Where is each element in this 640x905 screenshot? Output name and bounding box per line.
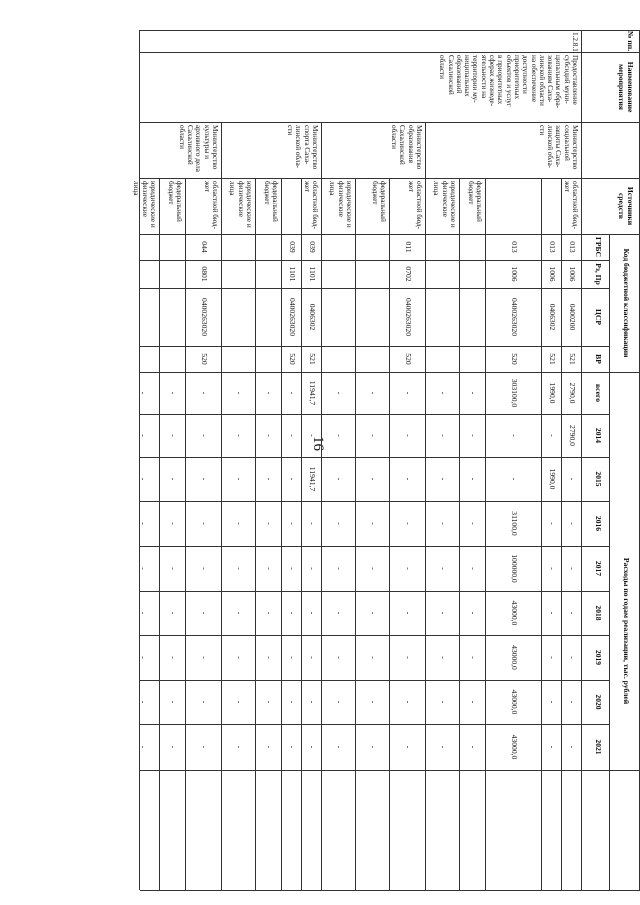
header-expenses-group: Расходы по годам реализации, тыс. рублей <box>622 557 631 705</box>
value-cell: - <box>404 391 413 395</box>
grid-line <box>581 30 582 890</box>
source-label: областной бюд- жет <box>562 181 579 229</box>
value-cell: - <box>200 611 209 615</box>
value-cell: 100000,0 <box>510 554 519 583</box>
grid-line <box>140 346 610 347</box>
value-cell: - <box>288 745 297 749</box>
value-cell: - <box>548 567 557 570</box>
header-year: 2018 <box>594 605 603 621</box>
source-label: областной бюд- жет <box>202 181 219 229</box>
value-cell: - <box>335 567 344 570</box>
header-year: 2019 <box>594 649 603 666</box>
value-cell: - <box>139 434 148 437</box>
source-label: областной бюд- жет <box>406 181 423 229</box>
value-cell: - <box>548 611 557 615</box>
value-cell: - <box>548 522 557 525</box>
grid-line <box>485 178 486 890</box>
source-label: федеральный бюджет <box>166 181 183 222</box>
value-cell: - <box>335 611 344 615</box>
header-year: 2016 <box>594 515 603 532</box>
grid-line <box>140 52 640 53</box>
header-vr: ВР <box>594 354 603 364</box>
value-cell: - <box>169 567 178 570</box>
value-cell: 2790,0 <box>568 382 577 404</box>
value-cell: 1990,0 <box>548 468 557 490</box>
code-cell: 0406302 <box>308 303 317 331</box>
value-cell: - <box>439 611 448 615</box>
value-cell: - <box>404 434 413 437</box>
code-cell: 0400263020 <box>288 298 297 336</box>
value-cell: - <box>568 611 577 615</box>
value-cell: - <box>369 391 378 395</box>
code-cell: 1006 <box>548 266 557 282</box>
grid-line <box>609 234 610 372</box>
code-cell: 0702 <box>404 266 413 282</box>
grid-line <box>355 178 356 890</box>
value-cell: 43000,0 <box>510 689 519 715</box>
value-cell: - <box>548 434 557 437</box>
value-cell: - <box>288 700 297 704</box>
value-cell: - <box>439 434 448 437</box>
grid-line <box>425 122 426 178</box>
value-cell: - <box>235 656 244 659</box>
code-cell: 520 <box>200 353 209 365</box>
source-label: областной бюд- жет <box>302 181 319 229</box>
grid-line <box>140 122 640 123</box>
value-cell: - <box>169 434 178 437</box>
grid-line <box>425 178 426 890</box>
value-cell: - <box>469 522 478 525</box>
value-cell: - <box>265 700 274 704</box>
grid-line <box>140 30 640 31</box>
value-cell: - <box>308 567 317 570</box>
grid-line <box>140 178 640 179</box>
page-number: 16 <box>310 436 326 451</box>
value-cell: - <box>200 745 209 749</box>
value-cell: - <box>200 477 209 481</box>
grid-line <box>221 178 222 890</box>
value-cell: - <box>335 745 344 749</box>
grid-line <box>185 178 186 890</box>
value-cell: - <box>288 611 297 615</box>
value-cell: - <box>235 391 244 395</box>
code-cell: 039 <box>288 241 297 253</box>
code-cell: 0400200 <box>568 303 577 331</box>
value-cell: 11941,7 <box>308 380 317 406</box>
header-code-group: Код бюджетной классификации <box>622 248 631 358</box>
value-cell: - <box>235 477 244 481</box>
header-rzpr: Рз, Пр <box>594 263 603 285</box>
grid-line <box>255 178 256 890</box>
value-cell: - <box>369 567 378 570</box>
value-cell: - <box>265 567 274 570</box>
value-cell: - <box>139 611 148 615</box>
value-cell: - <box>200 522 209 525</box>
code-cell: 0406302 <box>548 303 557 331</box>
header-year: 2020 <box>594 694 603 710</box>
value-cell: - <box>265 391 274 395</box>
value-cell: - <box>335 391 344 395</box>
header-source: Источники средств <box>617 186 635 226</box>
value-cell: - <box>169 522 178 525</box>
value-cell: - <box>510 477 519 481</box>
value-cell: - <box>469 656 478 659</box>
executor-name: Министерство спорта Саха- линской обла- сти <box>286 125 319 170</box>
value-cell: - <box>335 656 344 659</box>
value-cell: - <box>169 391 178 395</box>
value-cell: - <box>469 745 478 749</box>
code-cell: 013 <box>510 241 519 253</box>
value-cell: - <box>404 477 413 481</box>
value-cell: - <box>404 522 413 525</box>
code-cell: 1101 <box>308 266 317 282</box>
value-cell: - <box>548 656 557 659</box>
executor-name: Министерство культуры и архивного дела Сахалинской области <box>177 125 219 172</box>
value-cell: - <box>469 391 478 395</box>
value-cell: - <box>568 656 577 659</box>
grid-line <box>541 178 542 890</box>
grid-line <box>321 122 322 178</box>
source-label: федеральный бюджет <box>262 181 279 222</box>
value-cell: 2790,0 <box>568 425 577 446</box>
value-cell: - <box>200 391 209 395</box>
value-cell: - <box>288 434 297 437</box>
code-cell: 521 <box>568 353 577 365</box>
source-label: юридические и физические лица <box>228 181 253 228</box>
value-cell: 31100,0 <box>510 511 519 536</box>
row-name: Предоставление субсидий муни- ципальным обра- зованиям Саха- линской области на обеспечение доступности приоритетных объектов и услуг в приоритетных сферах жизнеде- ятельности на территории му- ниципальных образований Сахалинской области <box>438 55 579 109</box>
value-cell: - <box>439 656 448 659</box>
value-cell: - <box>235 522 244 525</box>
value-cell: 11941,7 <box>308 466 317 492</box>
value-cell: - <box>308 700 317 704</box>
value-cell: - <box>404 567 413 570</box>
grid-line <box>609 372 610 890</box>
value-cell: - <box>235 745 244 749</box>
source-label: юридические и физические лица <box>432 181 457 228</box>
value-cell: - <box>235 567 244 570</box>
header-year: 2014 <box>594 427 603 444</box>
value-cell: - <box>288 567 297 570</box>
code-cell: 011 <box>404 241 413 253</box>
value-cell: - <box>369 434 378 437</box>
value-cell: - <box>369 477 378 481</box>
code-cell: 521 <box>548 353 557 365</box>
value-cell: - <box>568 745 577 749</box>
value-cell: - <box>169 477 178 481</box>
code-cell: 521 <box>308 353 317 365</box>
value-cell: - <box>469 611 478 615</box>
value-cell: - <box>439 700 448 704</box>
value-cell: - <box>139 745 148 749</box>
value-cell: - <box>200 567 209 570</box>
value-cell: 303100,0 <box>510 378 519 408</box>
value-cell: - <box>265 522 274 525</box>
value-cell: - <box>469 567 478 570</box>
value-cell: - <box>369 656 378 659</box>
value-cell: - <box>469 477 478 481</box>
value-cell: - <box>288 522 297 525</box>
source-label: юридические и физические лица <box>132 181 157 228</box>
value-cell: - <box>169 611 178 615</box>
value-cell: - <box>139 567 148 570</box>
header-total: всего <box>594 383 603 403</box>
grid-line <box>140 890 640 891</box>
code-cell: 1101 <box>288 266 297 282</box>
value-cell: - <box>548 745 557 749</box>
value-cell: - <box>265 477 274 481</box>
grid-line <box>140 372 640 373</box>
value-cell: - <box>265 611 274 615</box>
header-csr: ЦСР <box>594 308 603 326</box>
value-cell: - <box>404 611 413 615</box>
executor-name: Министерство социальной защиты Саха- линской обла- сти <box>537 125 579 170</box>
grid-line <box>140 288 610 289</box>
value-cell: - <box>139 477 148 481</box>
value-cell: - <box>404 745 413 749</box>
grid-line <box>301 178 302 890</box>
header-name: Наименование мероприятия <box>617 61 635 113</box>
code-cell: 0400263020 <box>404 298 413 336</box>
value-cell: - <box>568 567 577 570</box>
value-cell: 1990,0 <box>548 382 557 404</box>
value-cell: - <box>335 477 344 481</box>
value-cell: - <box>169 656 178 659</box>
value-cell: - <box>335 700 344 704</box>
value-cell: - <box>369 522 378 525</box>
code-cell: 0400263020 <box>510 298 519 336</box>
budget-table <box>132 30 640 890</box>
value-cell: - <box>439 567 448 570</box>
value-cell: - <box>139 522 148 525</box>
value-cell: - <box>288 656 297 659</box>
code-cell: 0801 <box>200 266 209 282</box>
value-cell: - <box>308 611 317 615</box>
value-cell: - <box>439 745 448 749</box>
value-cell: - <box>335 522 344 525</box>
value-cell: - <box>568 700 577 704</box>
value-cell: - <box>404 656 413 659</box>
value-cell: 43000,0 <box>510 734 519 760</box>
grid-line <box>140 260 610 261</box>
grid-line <box>159 178 160 890</box>
value-cell: - <box>169 700 178 704</box>
grid-line <box>389 178 390 890</box>
value-cell: - <box>568 522 577 525</box>
value-cell: - <box>265 434 274 437</box>
value-cell: - <box>439 391 448 395</box>
value-cell: - <box>200 700 209 704</box>
value-cell: - <box>439 522 448 525</box>
header-grbs: ГРБС <box>594 237 603 257</box>
grid-line <box>321 178 322 890</box>
value-cell: - <box>335 434 344 437</box>
value-cell: - <box>308 522 317 525</box>
value-cell: - <box>369 700 378 704</box>
value-cell: - <box>139 700 148 704</box>
value-cell: - <box>510 434 519 437</box>
value-cell: - <box>265 656 274 659</box>
code-cell: 013 <box>548 241 557 253</box>
value-cell: - <box>288 477 297 481</box>
value-cell: - <box>369 611 378 615</box>
code-cell: 0400263020 <box>200 298 209 336</box>
value-cell: - <box>265 745 274 749</box>
code-cell: 520 <box>404 353 413 365</box>
value-cell: - <box>469 434 478 437</box>
code-cell: 044 <box>200 241 209 253</box>
row-number: 1.2.8.1. <box>571 32 579 54</box>
value-cell: - <box>439 477 448 481</box>
value-cell: - <box>308 656 317 659</box>
source-label: федеральный бюджет <box>370 181 387 222</box>
grid-line <box>561 178 562 890</box>
code-cell: 039 <box>308 241 317 253</box>
source-label: юридические и физические лица <box>328 181 353 228</box>
header-year: 2015 <box>594 471 603 487</box>
value-cell: 43000,0 <box>510 600 519 626</box>
value-cell: - <box>288 391 297 395</box>
code-cell: 520 <box>510 353 519 365</box>
code-cell: 1006 <box>568 266 577 282</box>
code-cell: 1006 <box>510 266 519 282</box>
value-cell: - <box>235 611 244 615</box>
grid-line <box>459 178 460 890</box>
value-cell: - <box>139 656 148 659</box>
value-cell: - <box>568 477 577 481</box>
value-cell: - <box>548 700 557 704</box>
value-cell: - <box>404 700 413 704</box>
value-cell: - <box>200 656 209 659</box>
header-year: 2017 <box>594 560 603 577</box>
grid-line <box>140 234 640 235</box>
code-cell: 013 <box>568 241 577 253</box>
value-cell: - <box>200 434 209 437</box>
value-cell: 43000,0 <box>510 645 519 670</box>
grid-line <box>140 770 640 771</box>
value-cell: - <box>235 700 244 704</box>
value-cell: - <box>469 700 478 704</box>
executor-name: Министерство образования Сахалинской области <box>390 125 423 170</box>
code-cell: 520 <box>288 353 297 365</box>
header-year: 2021 <box>594 739 603 755</box>
value-cell: - <box>139 391 148 395</box>
value-cell: - <box>235 434 244 437</box>
value-cell: - <box>169 745 178 749</box>
grid-line <box>221 122 222 178</box>
header-no: № пп. <box>626 30 635 52</box>
source-label: федеральный бюджет <box>466 181 483 222</box>
value-cell: - <box>369 745 378 749</box>
grid-line <box>281 178 282 890</box>
value-cell: - <box>308 434 317 437</box>
value-cell: - <box>308 745 317 749</box>
